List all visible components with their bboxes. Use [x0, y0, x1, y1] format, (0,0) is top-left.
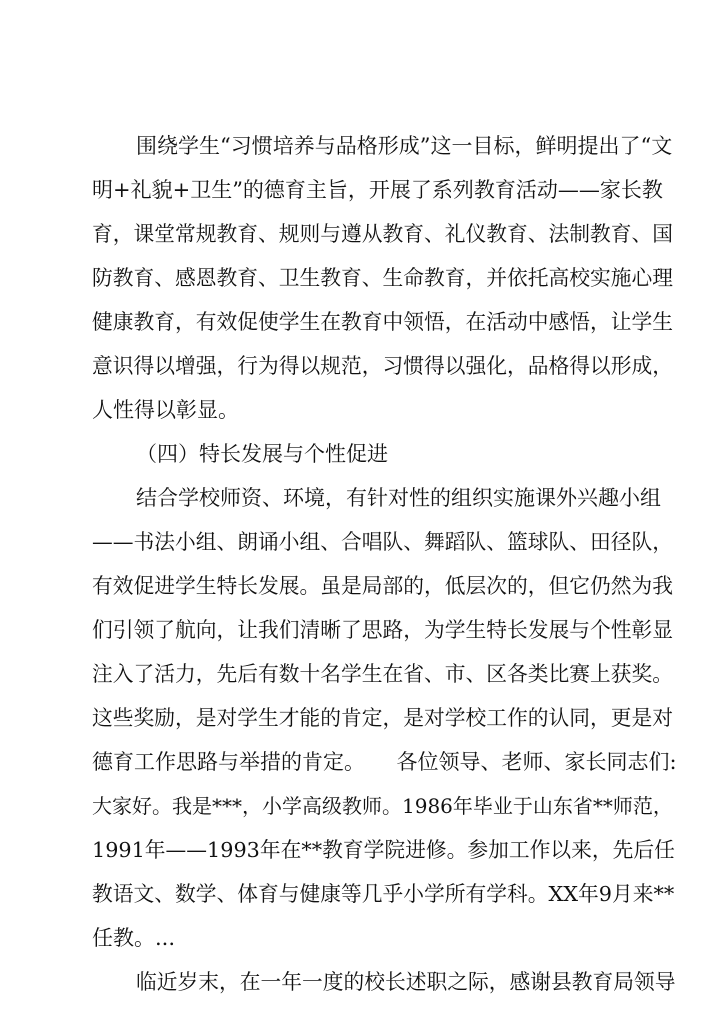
paragraph-line: 围绕学生“习惯培养与品格形成”这一目标，鲜明提出了“文 — [136, 134, 673, 158]
paragraph-line: 有效促进学生特长发展。虽是局部的，低层次的，但它仍然为我 — [92, 574, 674, 598]
paragraph-line: 大家好。我是***，小学高级教师。1986年毕业于山东省**师范， — [92, 794, 673, 818]
paragraph-line: 健康教育，有效促使学生在教育中领悟，在活动中感悟，让学生 — [92, 310, 674, 334]
paragraph-line: 这些奖励，是对学生才能的肯定，是对学校工作的认同，更是对 — [92, 706, 674, 730]
paragraph-line: 育，课堂常规教育、规则与遵从教育、礼仪教育、法制教育、国 — [92, 222, 674, 246]
paragraph-line: ——书法小组、朗诵小组、合唱队、舞蹈队、篮球队、田径队， — [92, 530, 674, 554]
paragraph-line: 们引领了航向，让我们清晰了思路，为学生特长发展与个性彰显 — [92, 618, 674, 642]
paragraph-line: 人性得以彰显。 — [92, 398, 239, 422]
paragraph-line: 德育工作思路与举措的肯定。 各位领导、老师、家长同志们: — [92, 750, 677, 774]
paragraph-line: 注入了活力，先后有数十名学生在省、市、区各类比赛上获奖。 — [92, 662, 674, 686]
paragraph-line: 意识得以增强，行为得以规范，习惯得以强化，品格得以形成， — [92, 354, 674, 378]
section-heading: （四）特长发展与个性促进 — [136, 442, 388, 466]
paragraph-line: 任教。... — [92, 926, 176, 950]
paragraph-line: 结合学校师资、环境，有针对性的组织实施课外兴趣小组 — [136, 486, 661, 510]
paragraph-line: 1991年——1993年在**教育学院进修。参加工作以来，先后任 — [92, 838, 675, 862]
paragraph-line: 临近岁末，在一年一度的校长述职之际，感谢县教育局领导 — [136, 970, 676, 994]
paragraph-line: 防教育、感恩教育、卫生教育、生命教育，并依托高校实施心理 — [92, 266, 674, 290]
paragraph-line: 教语文、数学、体育与健康等几乎小学所有学科。XX年9月来** — [92, 882, 675, 906]
paragraph-line: 明+礼貌+卫生”的德育主旨，开展了系列教育活动——家长教 — [92, 178, 663, 202]
